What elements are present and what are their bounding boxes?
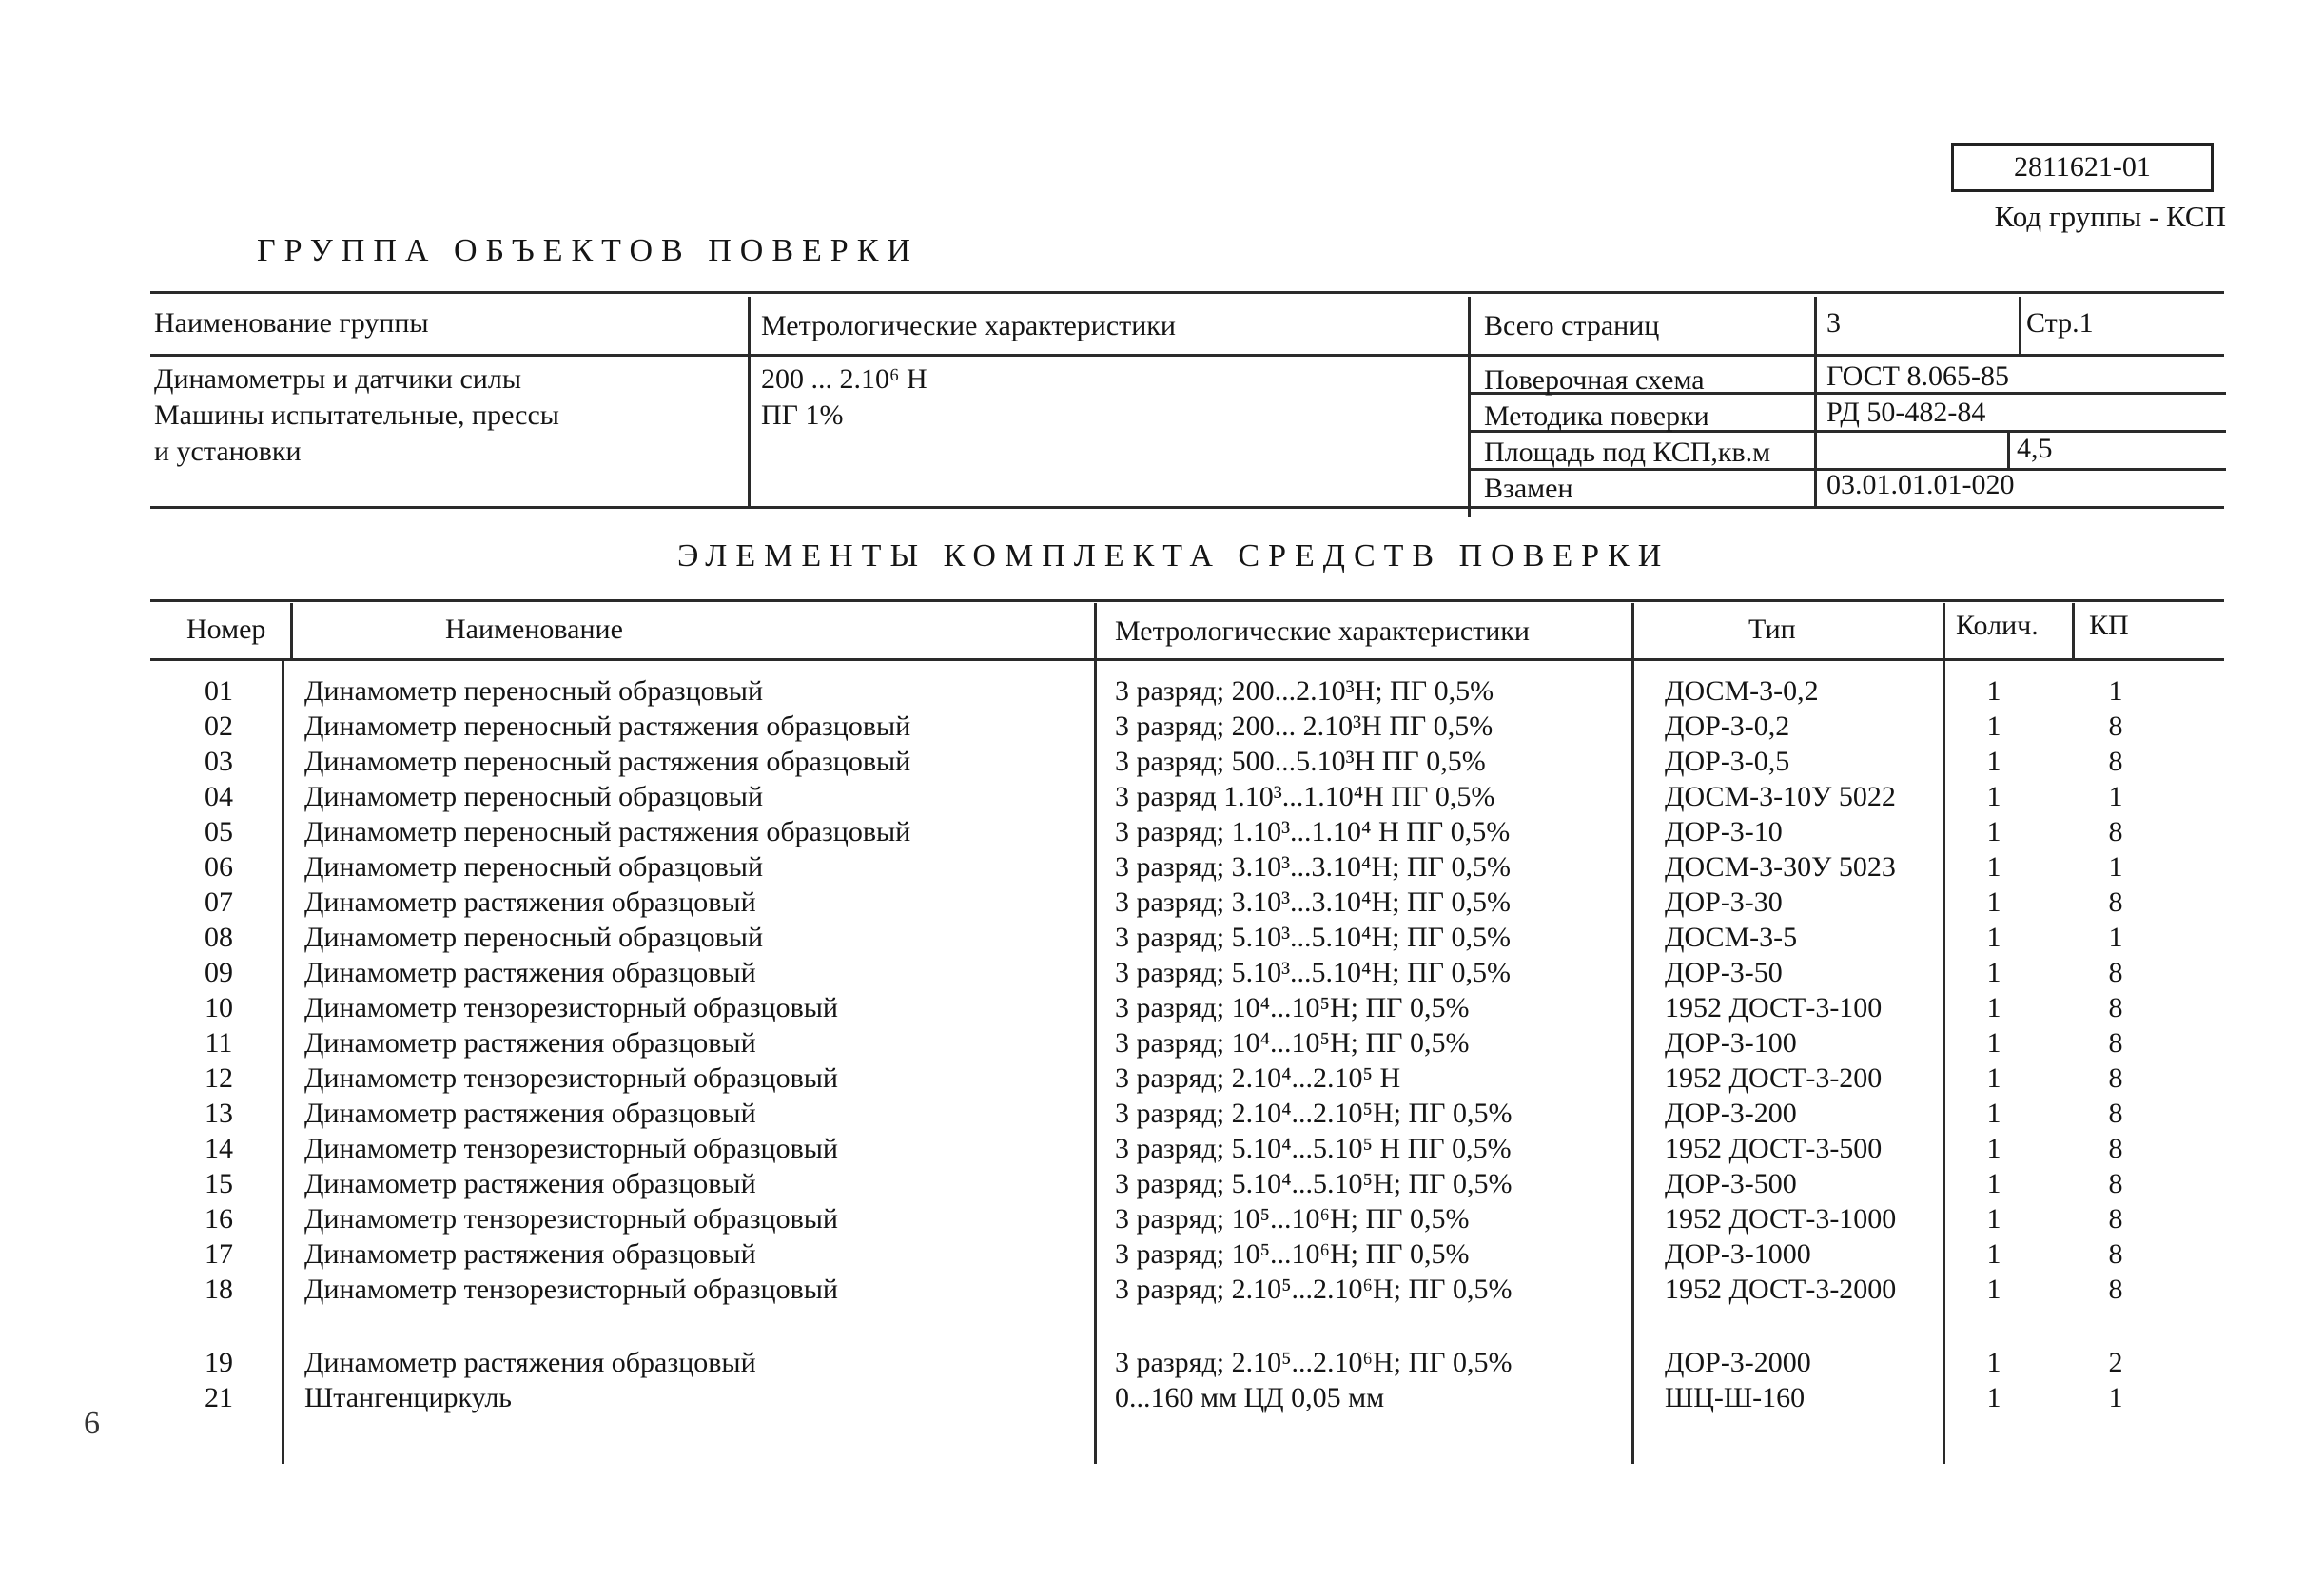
row-metrology: 3 разряд; 10⁴...10⁵Н; ПГ 0,5% (1115, 992, 1470, 1023)
row-quantity: 1 (1986, 816, 2001, 847)
total-pages-label: Всего страниц (1484, 310, 1660, 341)
row-metrology: 0...160 мм ЦД 0,05 мм (1115, 1382, 1385, 1413)
table-row (0, 1381, 2304, 1415)
table-rule (1814, 297, 1817, 506)
row-kp: 2 (2108, 1347, 2123, 1378)
table-rule (2072, 603, 2075, 660)
group-name-header: Наименование группы (154, 307, 429, 339)
row-metrology: 3 разряд; 3.10³...3.10⁴Н; ПГ 0,5% (1115, 886, 1512, 918)
table-rule (150, 354, 2224, 357)
row-number: 21 (205, 1382, 233, 1413)
row-type: ДОР-3-500 (1665, 1168, 1797, 1199)
row-kp: 1 (2108, 851, 2123, 883)
table-rule (1468, 297, 1471, 517)
row-type: 1952 ДОСТ-3-100 (1665, 992, 1883, 1023)
row-number: 07 (205, 886, 233, 918)
row-number: 02 (205, 710, 233, 742)
row-quantity: 1 (1986, 675, 2001, 707)
group-line: Динамометры и датчики силы (154, 363, 521, 395)
row-type: ШЦ-Ш-160 (1665, 1382, 1806, 1413)
row-metrology: 3 разряд; 2.10⁵...2.10⁶Н; ПГ 0,5% (1115, 1274, 1513, 1305)
row-kp: 8 (2108, 1203, 2123, 1235)
row-number: 08 (205, 922, 233, 953)
row-type: ДОР-3-10 (1665, 816, 1783, 847)
info-label-area: Площадь под КСП,кв.м (1484, 437, 1771, 468)
table-rule (2019, 297, 2021, 354)
row-kp: 8 (2108, 992, 2123, 1023)
row-number: 14 (205, 1133, 233, 1164)
row-number: 04 (205, 781, 233, 812)
row-name: Динамометр тензорезисторный образцовый (304, 1203, 838, 1235)
row-metrology: 3 разряд 1.10³...1.10⁴Н ПГ 0,5% (1115, 781, 1495, 812)
table-row (0, 815, 2304, 849)
row-kp: 8 (2108, 1027, 2123, 1059)
row-type: ДОР-3-200 (1665, 1098, 1797, 1129)
info-label-scheme: Поверочная схема (1484, 364, 1705, 396)
row-name: Динамометр тензорезисторный образцовый (304, 1133, 838, 1164)
table-row (0, 850, 2304, 885)
row-type: 1952 ДОСТ-3-1000 (1665, 1203, 1897, 1235)
row-number: 12 (205, 1062, 233, 1094)
row-number: 09 (205, 957, 233, 988)
row-name: Динамометр растяжения образцовый (304, 1238, 756, 1270)
row-name: Динамометр переносный образцовый (304, 675, 764, 707)
row-kp: 8 (2108, 816, 2123, 847)
group-line: Машины испытательные, прессы (154, 399, 559, 431)
row-kp: 8 (2108, 1238, 2123, 1270)
row-type: ДОСМ-3-30У 5023 (1665, 851, 1896, 883)
row-name: Динамометр растяжения образцовый (304, 1098, 756, 1129)
row-number: 16 (205, 1203, 233, 1235)
row-name: Динамометр переносный растяжения образцовый (304, 746, 911, 777)
row-type: ДОР-3-100 (1665, 1027, 1797, 1059)
row-type: ДОСМ-3-5 (1665, 922, 1798, 953)
row-quantity: 1 (1986, 992, 2001, 1023)
group-metr-line: 200 ... 2.10⁶ Н (761, 363, 927, 395)
row-kp: 8 (2108, 886, 2123, 918)
row-kp: 8 (2108, 1133, 2123, 1164)
row-type: ДОР-3-2000 (1665, 1347, 1811, 1378)
row-kp: 1 (2108, 781, 2123, 812)
row-name: Динамометр переносный образцовый (304, 922, 764, 953)
table-row (0, 1026, 2304, 1061)
row-metrology: 3 разряд; 3.10³...3.10⁴Н; ПГ 0,5% (1115, 851, 1512, 883)
document-code: 2811621-01 (2014, 151, 2151, 183)
row-number: 01 (205, 675, 233, 707)
row-quantity: 1 (1986, 746, 2001, 777)
row-metrology: 3 разряд; 200...2.10³Н; ПГ 0,5% (1115, 675, 1494, 707)
table-row (0, 1346, 2304, 1380)
table-rule (290, 603, 293, 660)
row-number: 10 (205, 992, 233, 1023)
row-number: 19 (205, 1347, 233, 1378)
col-header-name: Наименование (445, 613, 623, 645)
info-label-replaces: Взамен (1484, 473, 1573, 504)
page-number: Стр.1 (2026, 307, 2094, 339)
table-row (0, 956, 2304, 990)
group-metr-line: ПГ 1% (761, 399, 844, 431)
row-kp: 8 (2108, 710, 2123, 742)
group-title: ГРУППА ОБЪЕКТОВ ПОВЕРКИ (257, 233, 919, 268)
info-value-method: РД 50-482-84 (1826, 397, 1986, 428)
table-row (0, 921, 2304, 955)
row-name: Динамометр переносный растяжения образцовый (304, 816, 911, 847)
row-quantity: 1 (1986, 1238, 2001, 1270)
row-name: Динамометр тензорезисторный образцовый (304, 1062, 838, 1094)
row-type: ДОР-3-0,5 (1665, 746, 1790, 777)
row-quantity: 1 (1986, 851, 2001, 883)
row-number: 06 (205, 851, 233, 883)
col-header-type: Тип (1748, 613, 1796, 645)
row-number: 18 (205, 1274, 233, 1305)
table-row (0, 1061, 2304, 1096)
table-row (0, 991, 2304, 1025)
row-quantity: 1 (1986, 1274, 2001, 1305)
row-type: 1952 ДОСТ-3-500 (1665, 1133, 1883, 1164)
table-row (0, 1202, 2304, 1236)
row-kp: 1 (2108, 922, 2123, 953)
row-number: 15 (205, 1168, 233, 1199)
row-number: 13 (205, 1098, 233, 1129)
table-row (0, 886, 2304, 920)
table-row (0, 710, 2304, 744)
row-name: Динамометр растяжения образцовый (304, 1347, 756, 1378)
row-metrology: 3 разряд; 5.10³...5.10⁴Н; ПГ 0,5% (1115, 922, 1512, 953)
row-name: Динамометр растяжения образцовый (304, 1168, 756, 1199)
row-type: ДОР-3-50 (1665, 957, 1783, 988)
table-rule (2007, 432, 2010, 468)
row-number: 03 (205, 746, 233, 777)
row-type: ДОСМ-3-0,2 (1665, 675, 1819, 707)
elements-title: ЭЛЕМЕНТЫ КОМПЛЕКТА СРЕДСТВ ПОВЕРКИ (677, 538, 1670, 574)
group-line: и установки (154, 436, 302, 467)
row-type: 1952 ДОСТ-3-2000 (1665, 1274, 1897, 1305)
table-row (0, 1167, 2304, 1201)
row-name: Динамометр растяжения образцовый (304, 957, 756, 988)
info-label-method: Методика поверки (1484, 400, 1709, 432)
row-kp: 8 (2108, 746, 2123, 777)
row-metrology: 3 разряд; 2.10⁴...2.10⁵Н; ПГ 0,5% (1115, 1098, 1513, 1129)
row-quantity: 1 (1986, 957, 2001, 988)
table-row (0, 780, 2304, 814)
row-metrology: 3 разряд; 10⁵...10⁶Н; ПГ 0,5% (1115, 1203, 1470, 1235)
row-metrology: 3 разряд; 2.10⁴...2.10⁵ Н (1115, 1062, 1401, 1094)
row-name: Динамометр переносный растяжения образцовый (304, 710, 911, 742)
info-value-area: 4,5 (2017, 433, 2053, 464)
row-quantity: 1 (1986, 1027, 2001, 1059)
row-quantity: 1 (1986, 1098, 2001, 1129)
table-row (0, 1132, 2304, 1166)
row-number: 05 (205, 816, 233, 847)
row-kp: 1 (2108, 675, 2123, 707)
row-quantity: 1 (1986, 1133, 2001, 1164)
table-row (0, 745, 2304, 779)
row-metrology: 3 разряд; 2.10⁵...2.10⁶Н; ПГ 0,5% (1115, 1347, 1513, 1378)
row-type: ДОР-3-30 (1665, 886, 1783, 918)
group-metr-header: Метрологические характеристики (761, 310, 1176, 341)
table-rule (748, 297, 751, 508)
col-header-metr: Метрологические характеристики (1115, 615, 1530, 647)
total-pages-value: 3 (1826, 307, 1841, 339)
row-kp: 8 (2108, 1274, 2123, 1305)
row-type: ДОР-3-1000 (1665, 1238, 1811, 1270)
table-rule (150, 658, 2224, 661)
row-quantity: 1 (1986, 1062, 2001, 1094)
row-metrology: 3 разряд; 10⁴...10⁵Н; ПГ 0,5% (1115, 1027, 1470, 1059)
table-rule (150, 291, 2224, 294)
row-name: Динамометр переносный образцовый (304, 851, 764, 883)
info-value-replaces: 03.01.01.01-020 (1826, 469, 2015, 500)
row-quantity: 1 (1986, 1203, 2001, 1235)
row-quantity: 1 (1986, 710, 2001, 742)
table-row (0, 1097, 2304, 1131)
row-quantity: 1 (1986, 781, 2001, 812)
row-kp: 8 (2108, 1168, 2123, 1199)
row-name: Динамометр растяжения образцовый (304, 1027, 756, 1059)
row-kp: 8 (2108, 957, 2123, 988)
table-rule (150, 506, 2224, 509)
row-kp: 8 (2108, 1062, 2123, 1094)
row-name: Динамометр растяжения образцовый (304, 886, 756, 918)
info-value-scheme: ГОСТ 8.065-85 (1826, 360, 2009, 392)
row-kp: 1 (2108, 1382, 2123, 1413)
group-code-label: Код группы - КСП (1994, 200, 2226, 233)
table-row (0, 1237, 2304, 1272)
row-type: ДОСМ-3-10У 5022 (1665, 781, 1896, 812)
row-name: Динамометр тензорезисторный образцовый (304, 992, 838, 1023)
row-quantity: 1 (1986, 1347, 2001, 1378)
table-row (0, 674, 2304, 709)
row-kp: 8 (2108, 1098, 2123, 1129)
row-name: Динамометр переносный образцовый (304, 781, 764, 812)
table-row (0, 1273, 2304, 1307)
col-header-kp: КП (2089, 610, 2129, 641)
row-metrology: 3 разряд; 10⁵...10⁶Н; ПГ 0,5% (1115, 1238, 1470, 1270)
row-type: 1952 ДОСТ-3-200 (1665, 1062, 1883, 1094)
col-header-num: Номер (186, 613, 266, 645)
row-metrology: 3 разряд; 5.10⁴...5.10⁵ Н ПГ 0,5% (1115, 1133, 1512, 1164)
row-metrology: 3 разряд; 500...5.10³Н ПГ 0,5% (1115, 746, 1486, 777)
row-metrology: 3 разряд; 5.10³...5.10⁴Н; ПГ 0,5% (1115, 957, 1512, 988)
row-number: 17 (205, 1238, 233, 1270)
row-quantity: 1 (1986, 1382, 2001, 1413)
col-header-qty: Колич. (1956, 610, 2039, 641)
row-metrology: 3 разряд; 1.10³...1.10⁴ Н ПГ 0,5% (1115, 816, 1511, 847)
row-number: 11 (205, 1027, 233, 1059)
row-metrology: 3 разряд; 5.10⁴...5.10⁵Н; ПГ 0,5% (1115, 1168, 1513, 1199)
row-name: Штангенциркуль (304, 1382, 512, 1413)
row-metrology: 3 разряд; 200... 2.10³Н ПГ 0,5% (1115, 710, 1494, 742)
row-name: Динамометр тензорезисторный образцовый (304, 1274, 838, 1305)
page-mark: 6 (84, 1406, 100, 1441)
row-quantity: 1 (1986, 886, 2001, 918)
document-code-box (1951, 143, 2214, 192)
row-quantity: 1 (1986, 1168, 2001, 1199)
row-type: ДОР-3-0,2 (1665, 710, 1790, 742)
row-quantity: 1 (1986, 922, 2001, 953)
table-rule (150, 599, 2224, 602)
